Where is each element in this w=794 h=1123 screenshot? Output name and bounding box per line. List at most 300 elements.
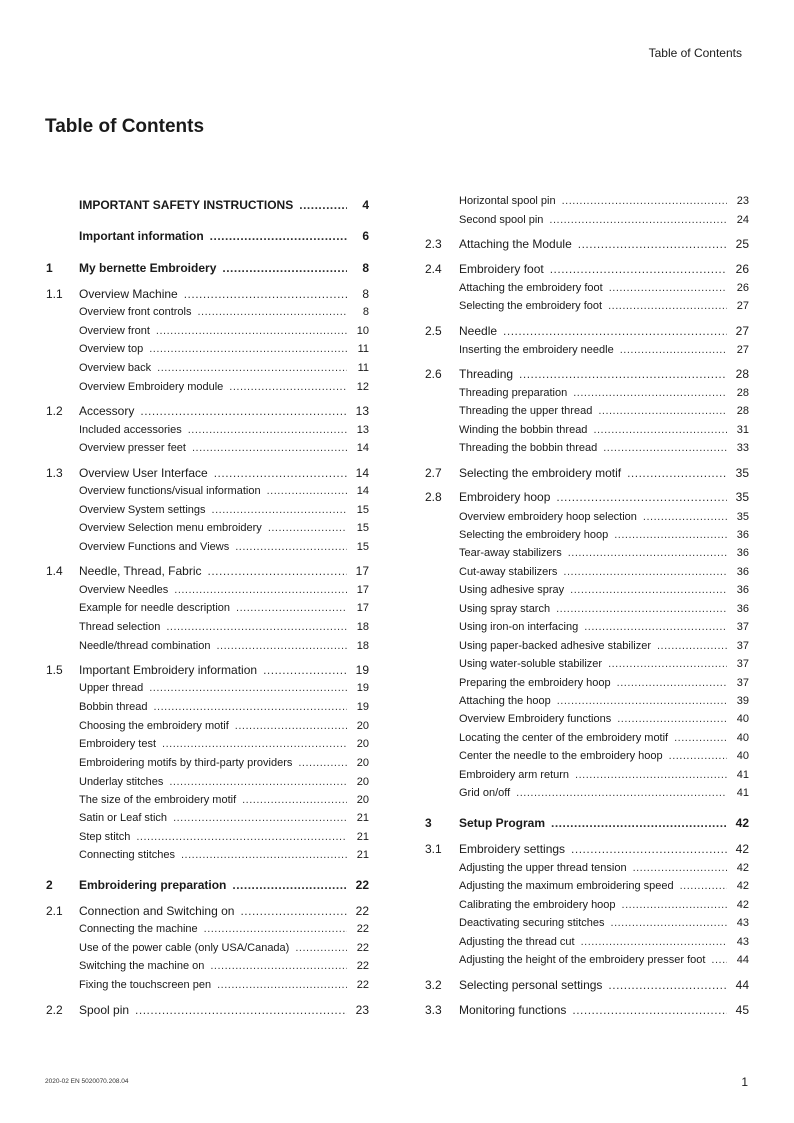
page-ref: 8 — [362, 261, 369, 275]
entry-title: Threading preparation — [459, 387, 568, 399]
dot-leader — [166, 622, 347, 633]
right-toc-entry[interactable] — [425, 490, 749, 504]
dot-leader — [572, 1004, 727, 1016]
right-toc-entry[interactable] — [459, 900, 749, 911]
entry-title: Connecting the machine — [79, 923, 198, 935]
right-toc-entry[interactable] — [459, 770, 749, 781]
page-ref: 26 — [735, 262, 749, 276]
right-toc-entry[interactable] — [459, 622, 749, 633]
entry-title: Overview functions/visual information — [79, 485, 261, 497]
dot-leader — [184, 288, 347, 300]
document-code: 2020-02 EN 5020070.208.04 — [45, 1078, 129, 1085]
left-toc-entry[interactable] — [79, 813, 369, 824]
left-toc-entry[interactable] — [79, 363, 369, 374]
page-ref: 42 — [736, 862, 749, 874]
dot-leader — [711, 955, 727, 966]
entry-title: Fixing the touchscreen pen — [79, 979, 212, 991]
section-number: 2.1 — [46, 904, 63, 918]
page-ref: 39 — [736, 695, 749, 707]
page-ref: 35 — [735, 490, 749, 504]
entry-title: Connecting stitches — [79, 849, 175, 861]
left-toc-entry[interactable] — [79, 739, 369, 750]
entry-title: Included accessories — [79, 424, 182, 436]
right-toc-entry[interactable] — [425, 1003, 749, 1017]
dot-leader — [157, 363, 347, 374]
left-toc-entry[interactable] — [79, 832, 369, 843]
right-toc-entry[interactable] — [425, 842, 749, 856]
right-toc-entry[interactable] — [459, 585, 749, 596]
left-toc-entry[interactable] — [79, 850, 369, 861]
entry-title: Embroidery hoop — [459, 490, 551, 504]
page-ref: 40 — [736, 750, 749, 762]
entry-title: Needle — [459, 324, 498, 338]
left-toc-entry[interactable] — [79, 924, 369, 935]
left-toc-entry[interactable] — [79, 641, 369, 652]
right-toc-entry[interactable] — [425, 324, 749, 338]
page-ref: 36 — [736, 566, 749, 578]
right-toc-entry[interactable] — [425, 466, 749, 480]
right-toc-entry[interactable] — [459, 406, 749, 417]
page-ref: 25 — [735, 237, 749, 251]
page-ref: 15 — [356, 522, 369, 534]
entry-title: Overview top — [79, 343, 144, 355]
right-toc-entry[interactable] — [459, 733, 749, 744]
page-ref: 36 — [736, 547, 749, 559]
right-toc-entry[interactable] — [459, 388, 749, 399]
entry-title: Overview presser feet — [79, 442, 186, 454]
left-toc-entry[interactable] — [79, 622, 369, 633]
section-number: 1.2 — [46, 404, 63, 418]
entry-title: Overview Needles — [79, 584, 169, 596]
page-ref: 19 — [356, 701, 369, 713]
entry-title: Setup Program — [459, 816, 546, 830]
page-ref: 28 — [736, 405, 749, 417]
section-number: 2.8 — [425, 490, 442, 504]
entry-title: Attaching the Module — [459, 237, 572, 251]
page-ref: 37 — [736, 621, 749, 633]
dot-leader — [608, 659, 727, 670]
dot-leader — [556, 604, 727, 615]
left-toc-entry[interactable] — [79, 585, 369, 596]
page-ref: 26 — [736, 282, 749, 294]
entry-title: Spool pin — [79, 1003, 130, 1017]
dot-leader — [212, 505, 347, 516]
left-toc-entry[interactable] — [46, 466, 369, 480]
entry-title: Attaching the embroidery foot — [459, 282, 603, 294]
left-toc-entry[interactable] — [46, 1003, 369, 1017]
section-number: 2 — [46, 878, 53, 892]
dot-leader — [669, 751, 727, 762]
dot-leader — [216, 641, 347, 652]
left-toc-entry[interactable] — [46, 564, 369, 578]
entry-title: Center the needle to the embroidery hoop — [459, 750, 663, 762]
entry-title: Using spray starch — [459, 603, 551, 615]
entry-title: Using adhesive spray — [459, 584, 565, 596]
page-ref: 22 — [356, 979, 369, 991]
left-toc-entry[interactable] — [79, 777, 369, 788]
dot-leader — [173, 813, 347, 824]
dot-leader — [232, 879, 347, 891]
dot-leader — [229, 382, 347, 393]
page-ref: 35 — [736, 511, 749, 523]
right-toc-entry[interactable] — [459, 937, 749, 948]
entry-title: Overview back — [79, 362, 152, 374]
entry-title: Overview Functions and Views — [79, 541, 230, 553]
left-toc-entry[interactable] — [79, 795, 369, 806]
dot-leader — [149, 683, 347, 694]
entry-title: Upper thread — [79, 682, 144, 694]
dot-leader — [149, 344, 347, 355]
entry-title: Adjusting the thread cut — [459, 936, 575, 948]
dot-leader — [156, 326, 347, 337]
page-ref: 42 — [735, 816, 749, 830]
entry-title: Satin or Leaf stich — [79, 812, 168, 824]
entry-title: Connection and Switching on — [79, 904, 235, 918]
dot-leader — [197, 307, 347, 318]
dot-leader — [242, 795, 347, 806]
running-header: Table of Contents — [648, 46, 742, 60]
entry-title: Horizontal spool pin — [459, 195, 556, 207]
entry-title: Threading the bobbin thread — [459, 442, 598, 454]
dot-leader — [603, 443, 727, 454]
dot-leader — [204, 924, 347, 935]
page-ref: 20 — [356, 776, 369, 788]
page-ref: 35 — [735, 466, 749, 480]
entry-title: Step stitch — [79, 831, 131, 843]
page-ref: 36 — [736, 584, 749, 596]
entry-title: Embroidery settings — [459, 842, 566, 856]
page-ref: 22 — [356, 942, 369, 954]
page-ref: 17 — [356, 584, 369, 596]
page-ref: 13 — [355, 404, 369, 418]
entry-title: Choosing the embroidery motif — [79, 720, 229, 732]
right-toc-entry[interactable] — [459, 283, 749, 294]
page-ref: 44 — [735, 978, 749, 992]
dot-leader — [608, 979, 727, 991]
dot-leader — [563, 567, 727, 578]
entry-title: Using water-soluble stabilizer — [459, 658, 603, 670]
dot-leader — [568, 548, 727, 559]
page-ref: 15 — [356, 541, 369, 553]
entry-title: Embroidering motifs by third-party providers — [79, 757, 293, 769]
dot-leader — [578, 238, 727, 250]
left-toc-entry[interactable] — [79, 230, 369, 242]
left-toc-entry[interactable] — [79, 943, 369, 954]
dot-leader — [674, 733, 727, 744]
left-toc-entry[interactable] — [79, 443, 369, 454]
entry-title: Overview Embroidery module — [79, 381, 224, 393]
left-toc-entry[interactable] — [46, 904, 369, 918]
right-toc-entry[interactable] — [459, 196, 749, 207]
dot-leader — [551, 817, 727, 829]
entry-title: Grid on/off — [459, 787, 511, 799]
page-ref: 27 — [736, 300, 749, 312]
dot-leader — [633, 863, 727, 874]
entry-title: Using paper-backed adhesive stabilizer — [459, 640, 651, 652]
page-ref: 40 — [736, 713, 749, 725]
right-toc-entry[interactable] — [459, 443, 749, 454]
page-ref: 42 — [736, 899, 749, 911]
entry-title: Thread selection — [79, 621, 161, 633]
page-ref: 22 — [356, 960, 369, 972]
dot-leader — [503, 325, 727, 337]
left-toc-entry[interactable] — [79, 505, 369, 516]
right-toc-entry[interactable] — [459, 659, 749, 670]
page-ref: 15 — [356, 504, 369, 516]
entry-title: Winding the bobbin thread — [459, 424, 588, 436]
right-toc-entry[interactable] — [459, 301, 749, 312]
dot-leader — [598, 406, 727, 417]
dot-leader — [135, 1004, 347, 1016]
entry-title: Overview front controls — [79, 306, 192, 318]
right-toc-entry[interactable] — [459, 512, 749, 523]
entry-title: Inserting the embroidery needle — [459, 344, 614, 356]
entry-title: Embroidery test — [79, 738, 157, 750]
dot-leader — [584, 622, 727, 633]
dot-leader — [617, 714, 727, 725]
dot-leader — [620, 345, 727, 356]
dot-leader — [581, 937, 727, 948]
entry-title: My bernette Embroidery — [79, 261, 217, 275]
right-toc-entry[interactable] — [459, 567, 749, 578]
dot-leader — [519, 368, 727, 380]
dot-leader — [609, 283, 727, 294]
entry-title: IMPORTANT SAFETY INSTRUCTIONS — [79, 198, 294, 212]
left-toc-entry[interactable] — [46, 878, 369, 892]
right-toc-entry[interactable] — [459, 955, 749, 966]
page-ref: 8 — [362, 287, 369, 301]
dot-leader — [643, 512, 727, 523]
dot-leader — [516, 788, 727, 799]
entry-title: Selecting the embroidery motif — [459, 466, 622, 480]
left-toc-entry[interactable] — [79, 344, 369, 355]
dot-leader — [557, 696, 727, 707]
right-toc-entry[interactable] — [425, 816, 749, 830]
page-ref: 13 — [356, 424, 369, 436]
dot-leader — [614, 530, 727, 541]
page-ref: 8 — [362, 306, 369, 318]
left-toc-entry[interactable] — [79, 758, 369, 769]
page-ref: 24 — [736, 214, 749, 226]
page-ref: 21 — [356, 812, 369, 824]
dot-leader — [657, 641, 727, 652]
right-toc-entry[interactable] — [459, 215, 749, 226]
dot-leader — [210, 961, 347, 972]
left-toc-entry[interactable] — [79, 425, 369, 436]
page-ref: 28 — [736, 387, 749, 399]
right-toc-entry[interactable] — [459, 863, 749, 874]
page-ref: 14 — [356, 442, 369, 454]
left-toc-entry[interactable] — [46, 404, 369, 418]
entry-title: Overview front — [79, 325, 150, 337]
dot-leader — [208, 565, 347, 577]
page-ref: 17 — [356, 602, 369, 614]
left-toc-entry[interactable] — [79, 961, 369, 972]
left-toc-entry[interactable] — [79, 326, 369, 337]
entry-title: Calibrating the embroidery hoop — [459, 899, 616, 911]
dot-leader — [562, 196, 727, 207]
section-number: 1.1 — [46, 287, 63, 301]
page-ref: 28 — [735, 367, 749, 381]
dot-leader — [550, 263, 727, 275]
right-toc-entry[interactable] — [459, 345, 749, 356]
left-toc-entry[interactable] — [79, 382, 369, 393]
page-ref: 11 — [357, 362, 369, 374]
dot-leader — [267, 486, 347, 497]
entry-title: Example for needle description — [79, 602, 231, 614]
section-number: 2.4 — [425, 262, 442, 276]
left-toc-entry[interactable] — [79, 199, 369, 211]
left-toc-entry[interactable] — [79, 486, 369, 497]
entry-title: Important Embroidery information — [79, 663, 258, 677]
entry-title: Cut-away stabilizers — [459, 566, 558, 578]
page-ref: 37 — [736, 640, 749, 652]
dot-leader — [181, 850, 347, 861]
dot-leader — [236, 603, 347, 614]
page-ref: 37 — [736, 658, 749, 670]
entry-title: Adjusting the height of the embroidery presser foot — [459, 954, 706, 966]
entry-title: Important information — [79, 229, 204, 243]
dot-leader — [192, 443, 347, 454]
entry-title: Needle, Thread, Fabric — [79, 564, 202, 578]
right-toc-entry[interactable] — [459, 548, 749, 559]
left-toc-entry[interactable] — [79, 542, 369, 553]
entry-title: Selecting the embroidery foot — [459, 300, 603, 312]
dot-leader — [140, 405, 347, 417]
page-ref: 41 — [736, 787, 749, 799]
right-toc-entry[interactable] — [459, 604, 749, 615]
entry-title: Overview User Interface — [79, 466, 208, 480]
right-toc-entry[interactable] — [459, 530, 749, 541]
right-toc-entry[interactable] — [459, 918, 749, 929]
dot-leader — [575, 770, 727, 781]
left-toc-entry[interactable] — [79, 683, 369, 694]
right-toc-entry[interactable] — [459, 678, 749, 689]
page-ref: 18 — [356, 621, 369, 633]
dot-leader — [188, 425, 347, 436]
dot-leader — [268, 523, 347, 534]
page-ref: 23 — [355, 1003, 369, 1017]
dot-leader — [617, 678, 727, 689]
entry-title: Monitoring functions — [459, 1003, 567, 1017]
page-ref: 22 — [355, 878, 369, 892]
page-ref: 45 — [735, 1003, 749, 1017]
left-toc-entry[interactable] — [79, 980, 369, 991]
page-ref: 6 — [362, 229, 369, 243]
right-toc-entry[interactable] — [425, 367, 749, 381]
right-toc-entry[interactable] — [459, 751, 749, 762]
left-toc-entry[interactable] — [79, 307, 369, 318]
section-number: 1.3 — [46, 466, 63, 480]
entry-title: Embroidery arm return — [459, 769, 570, 781]
entry-title: Selecting personal settings — [459, 978, 603, 992]
left-toc-entry[interactable] — [79, 603, 369, 614]
page-ref: 21 — [356, 831, 369, 843]
dot-leader — [162, 739, 347, 750]
section-number: 1.5 — [46, 663, 63, 677]
page-ref: 20 — [356, 794, 369, 806]
entry-title: Overview Machine — [79, 287, 178, 301]
entry-title: Using iron-on interfacing — [459, 621, 579, 633]
dot-leader — [298, 758, 347, 769]
section-number: 2.7 — [425, 466, 442, 480]
dot-leader — [549, 215, 727, 226]
entry-title: Selecting the embroidery hoop — [459, 529, 609, 541]
page-ref: 20 — [356, 720, 369, 732]
dot-leader — [210, 230, 347, 242]
right-toc-entry[interactable] — [459, 788, 749, 799]
section-number: 2.3 — [425, 237, 442, 251]
dot-leader — [214, 467, 347, 479]
dot-leader — [222, 262, 347, 274]
page-ref: 19 — [356, 682, 369, 694]
entry-title: The size of the embroidery motif — [79, 794, 237, 806]
entry-title: Threading — [459, 367, 514, 381]
left-toc-entry[interactable] — [79, 702, 369, 713]
dot-leader — [169, 777, 347, 788]
left-toc-entry[interactable] — [46, 287, 369, 301]
page-ref: 36 — [736, 529, 749, 541]
right-toc-entry[interactable] — [459, 641, 749, 652]
dot-leader — [217, 980, 347, 991]
page-ref: 33 — [736, 442, 749, 454]
page-ref: 12 — [356, 381, 369, 393]
entry-title: Adjusting the upper thread tension — [459, 862, 627, 874]
left-toc-entry[interactable] — [46, 261, 369, 275]
entry-title: Attaching the hoop — [459, 695, 551, 707]
page-ref: 37 — [736, 677, 749, 689]
right-toc-entry[interactable] — [425, 237, 749, 251]
page-ref: 11 — [357, 343, 369, 355]
right-toc-entry[interactable] — [425, 978, 749, 992]
right-toc-entry[interactable] — [459, 881, 749, 892]
dot-leader — [611, 918, 727, 929]
section-number: 3.1 — [425, 842, 442, 856]
entry-title: Overview Selection menu embroidery — [79, 522, 262, 534]
entry-title: Accessory — [79, 404, 135, 418]
entry-title: Switching the machine on — [79, 960, 205, 972]
left-toc-entry[interactable] — [46, 663, 369, 677]
page-ref: 23 — [736, 195, 749, 207]
page-ref: 18 — [356, 640, 369, 652]
page-ref: 41 — [736, 769, 749, 781]
left-toc-entry[interactable] — [79, 721, 369, 732]
section-number: 3.2 — [425, 978, 442, 992]
dot-leader — [570, 585, 727, 596]
page-ref: 43 — [736, 917, 749, 929]
page-ref: 44 — [736, 954, 749, 966]
page-ref: 10 — [356, 325, 369, 337]
dot-leader — [263, 664, 347, 676]
entry-title: Overview Embroidery functions — [459, 713, 612, 725]
page-ref: 27 — [735, 324, 749, 338]
entry-title: Threading the upper thread — [459, 405, 593, 417]
page-ref: 14 — [355, 466, 369, 480]
entry-title: Underlay stitches — [79, 776, 164, 788]
left-toc-entry[interactable] — [79, 523, 369, 534]
right-toc-entry[interactable] — [425, 262, 749, 276]
page-ref: 20 — [356, 738, 369, 750]
section-number: 1.4 — [46, 564, 63, 578]
entry-title: Locating the center of the embroidery motif — [459, 732, 669, 744]
right-toc-entry[interactable] — [459, 425, 749, 436]
section-number: 2.5 — [425, 324, 442, 338]
page-ref: 14 — [356, 485, 369, 497]
right-toc-entry[interactable] — [459, 696, 749, 707]
entry-title: Use of the power cable (only USA/Canada) — [79, 942, 290, 954]
dot-leader — [174, 585, 347, 596]
right-toc-entry[interactable] — [459, 714, 749, 725]
